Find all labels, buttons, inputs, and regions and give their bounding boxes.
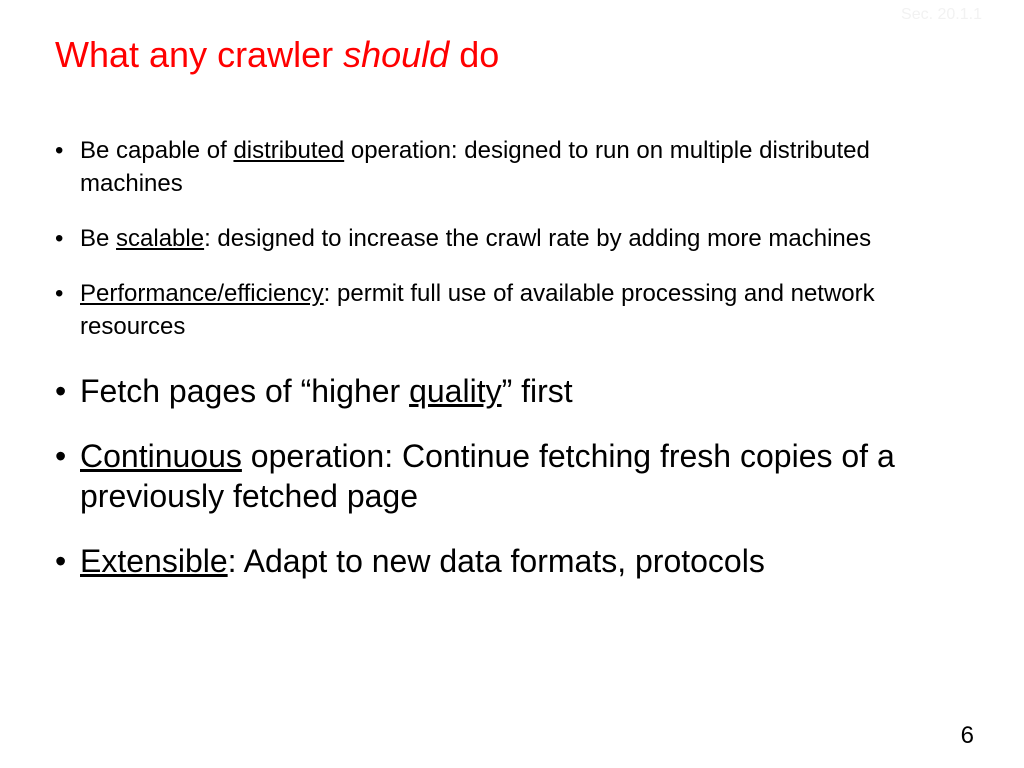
bullet-item — [55, 371, 960, 411]
bullet-term: Performance/efficiency — [80, 280, 324, 307]
bullet-text: ” first — [501, 373, 573, 409]
page-number: 6 — [960, 722, 974, 749]
bullet-dot-icon: • — [55, 225, 64, 252]
bullet-term: scalable — [116, 225, 205, 252]
bullet-text: operation: Continue fetching fresh copies of a previously fetched page — [80, 438, 895, 514]
bullet-text: Be — [80, 225, 117, 252]
bullet-dot-icon: • — [55, 438, 67, 474]
bullet-text: Be capable of — [80, 137, 234, 164]
bullet-item — [55, 134, 960, 200]
bullet-list — [55, 134, 960, 606]
bullet-text: : Adapt to new data formats, protocols — [227, 543, 765, 579]
bullet-term: Continuous — [80, 438, 242, 474]
bullet-term: distributed — [233, 137, 345, 164]
section-label: Sec. 20.1.1 — [901, 6, 982, 23]
bullet-term: Extensible — [80, 543, 228, 579]
bullet-item — [55, 436, 960, 516]
slide-title — [55, 34, 499, 75]
bullet-dot-icon: • — [55, 137, 64, 164]
bullet-text: : designed to increase the crawl rate by adding more machines — [204, 225, 872, 252]
bullet-text: Fetch pages of “higher — [80, 373, 410, 409]
bullet-dot-icon: • — [55, 543, 67, 579]
bullet-dot-icon: • — [55, 280, 64, 307]
title-text: What any crawler — [55, 34, 344, 75]
bullet-text: : permit full use of available processing and network resources — [80, 280, 875, 340]
title-emphasis: should — [343, 34, 450, 75]
bullet-term: quality — [409, 373, 502, 409]
title-text-end: do — [449, 34, 500, 75]
bullet-dot-icon: • — [55, 373, 67, 409]
bullet-item — [55, 277, 960, 343]
bullet-item — [55, 222, 960, 255]
bullet-item — [55, 541, 960, 581]
bullet-text: operation: designed to run on multiple distributed machines — [80, 137, 870, 197]
